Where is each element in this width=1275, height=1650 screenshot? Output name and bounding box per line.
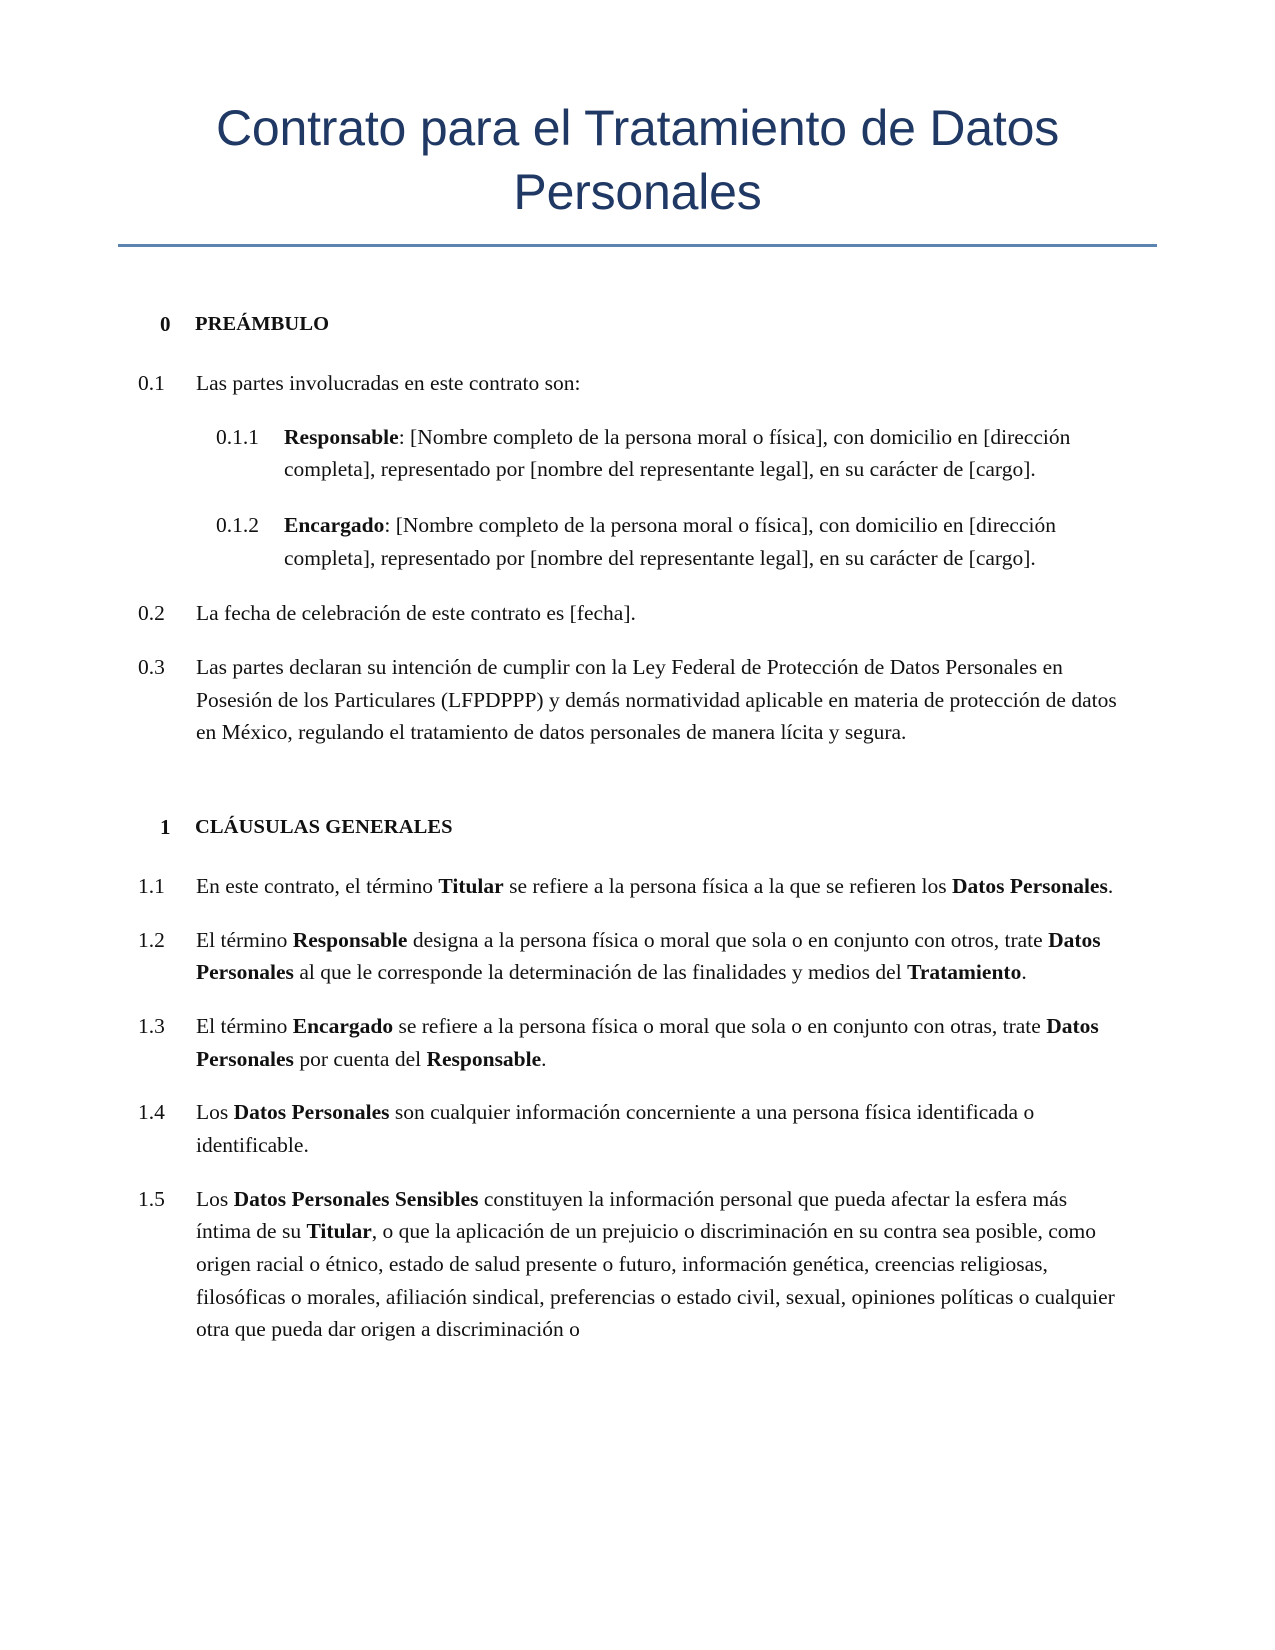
- clause-number: 0.2: [138, 601, 165, 626]
- clause-run: por cuenta del: [293, 1046, 427, 1071]
- clause-run: : [Nombre completo de la persona moral o física], con domicilio en [dirección completa], representado por [nombre del representante legal], en su carácter de [cargo].: [284, 512, 1056, 570]
- clause-run: constituyen la información personal que pueda afectar la esfera más íntima de su: [196, 1186, 1068, 1244]
- section-heading-text: CLÁUSULAS GENERALES: [195, 815, 453, 838]
- clause-0.1: [138, 367, 1125, 400]
- defined-term: Responsable: [284, 424, 399, 449]
- title-block: [0, 0, 1275, 247]
- defined-term: Responsable: [292, 927, 408, 952]
- clause-run: El término: [196, 927, 293, 952]
- defined-term: Datos Personales: [196, 1013, 1099, 1071]
- defined-term: Datos Personales Sensibles: [233, 1186, 479, 1211]
- clause-run: se refiere a la persona física a la que se refieren los: [503, 873, 952, 898]
- section-number: 0: [160, 312, 171, 336]
- defined-term: Titular: [438, 873, 504, 898]
- defined-term: Datos Personales: [196, 927, 1101, 985]
- clause-1.2: [138, 924, 1125, 989]
- clause-text: [284, 509, 1125, 574]
- clause-number: 1.1: [138, 873, 165, 898]
- clause-text: [196, 1096, 1125, 1161]
- clause-text: [196, 367, 1125, 400]
- clause-0.3: [138, 651, 1125, 749]
- defined-term: Datos Personales: [233, 1100, 390, 1125]
- clause-run: .: [1021, 960, 1027, 985]
- clause-1.4: [138, 1096, 1125, 1161]
- clause-run: , o que la aplicación de un prejuicio o discriminación en su contra sea posible, como origen racial o étnico, estado de salud presente o futuro, información genética, creencias religiosas, filosóficas o morales, afiliación sindical, preferencias o estado civil, sexual, opiniones políticas o cualquier otra que pueda dar origen a discriminación o: [196, 1219, 1115, 1342]
- clause-text: [196, 651, 1125, 749]
- clause-number: 1.4: [138, 1100, 165, 1125]
- page-title: Contrato para el Tratamiento de Datos Personales: [215, 100, 1060, 220]
- section-heading: [138, 309, 1125, 341]
- document-body: [0, 309, 1275, 1346]
- clause-1.1: [138, 870, 1125, 903]
- clause-run: Los: [196, 1100, 234, 1125]
- clause-text: [196, 1010, 1125, 1075]
- clause-text: [284, 421, 1125, 486]
- defined-term: Datos Personales: [951, 873, 1108, 898]
- clause-number: 0.3: [138, 654, 165, 679]
- defined-term: Titular: [306, 1219, 372, 1244]
- defined-term: Tratamiento: [907, 960, 1022, 985]
- clause-run: La fecha de celebración de este contrato es [fecha].: [196, 601, 636, 626]
- clause-number: 0.1: [138, 370, 165, 395]
- clause-1.5: [138, 1183, 1125, 1346]
- defined-term: Responsable: [426, 1046, 542, 1071]
- clause-run: Las partes involucradas en este contrato son:: [196, 370, 581, 395]
- clause-run: son cualquier información concerniente a una persona física identificada o identificable.: [196, 1100, 1035, 1157]
- clause-number: 1.5: [138, 1186, 165, 1211]
- clause-number: 1.2: [138, 927, 165, 952]
- clause-run: designa a la persona física o moral que sola o en conjunto con otros, trate: [407, 927, 1049, 952]
- clause-0.1.1: [138, 421, 1125, 486]
- clause-run: Las partes declaran su intención de cumplir con la Ley Federal de Protección de Datos Personales en Posesión de los Particulares (LFPDPPP) y demás normatividad aplicable en materia de protección de datos en México, regulando el tratamiento de datos personales de manera lícita y segura.: [196, 654, 1117, 745]
- clause-text: [196, 1183, 1125, 1346]
- section-heading-text: PREÁMBULO: [195, 313, 330, 335]
- clause-text: [196, 870, 1125, 903]
- title-divider: [118, 244, 1157, 247]
- clause-text: [196, 924, 1125, 989]
- clause-text: [196, 597, 1125, 630]
- clause-run: El término: [196, 1013, 293, 1038]
- clause-run: En este contrato, el término: [196, 873, 439, 898]
- clause-run: .: [541, 1046, 547, 1071]
- clause-number: 0.1.2: [216, 512, 259, 537]
- defined-term: Encargado: [284, 512, 385, 537]
- clause-run: .: [1107, 873, 1114, 898]
- clause-run: : [Nombre completo de la persona moral o física], con domicilio en [dirección completa], representado por [nombre del representante legal], en su carácter de [cargo].: [284, 424, 1071, 482]
- clause-run: se refiere a la persona física o moral que sola o en conjunto con otras, trate: [393, 1013, 1047, 1038]
- clause-run: Los: [196, 1186, 234, 1211]
- clause-number: 0.1.1: [216, 424, 259, 449]
- section-number: 1: [160, 814, 171, 839]
- clause-number: 1.3: [138, 1013, 165, 1038]
- clause-1.3: [138, 1010, 1125, 1075]
- section-spacer: [138, 770, 1125, 812]
- clause-run: al que le corresponde la determinación de las finalidades y medios del: [293, 960, 908, 985]
- clause-0.1.2: [138, 509, 1125, 574]
- defined-term: Encargado: [292, 1013, 394, 1038]
- section-heading: [138, 812, 1125, 844]
- clause-0.2: [138, 597, 1125, 630]
